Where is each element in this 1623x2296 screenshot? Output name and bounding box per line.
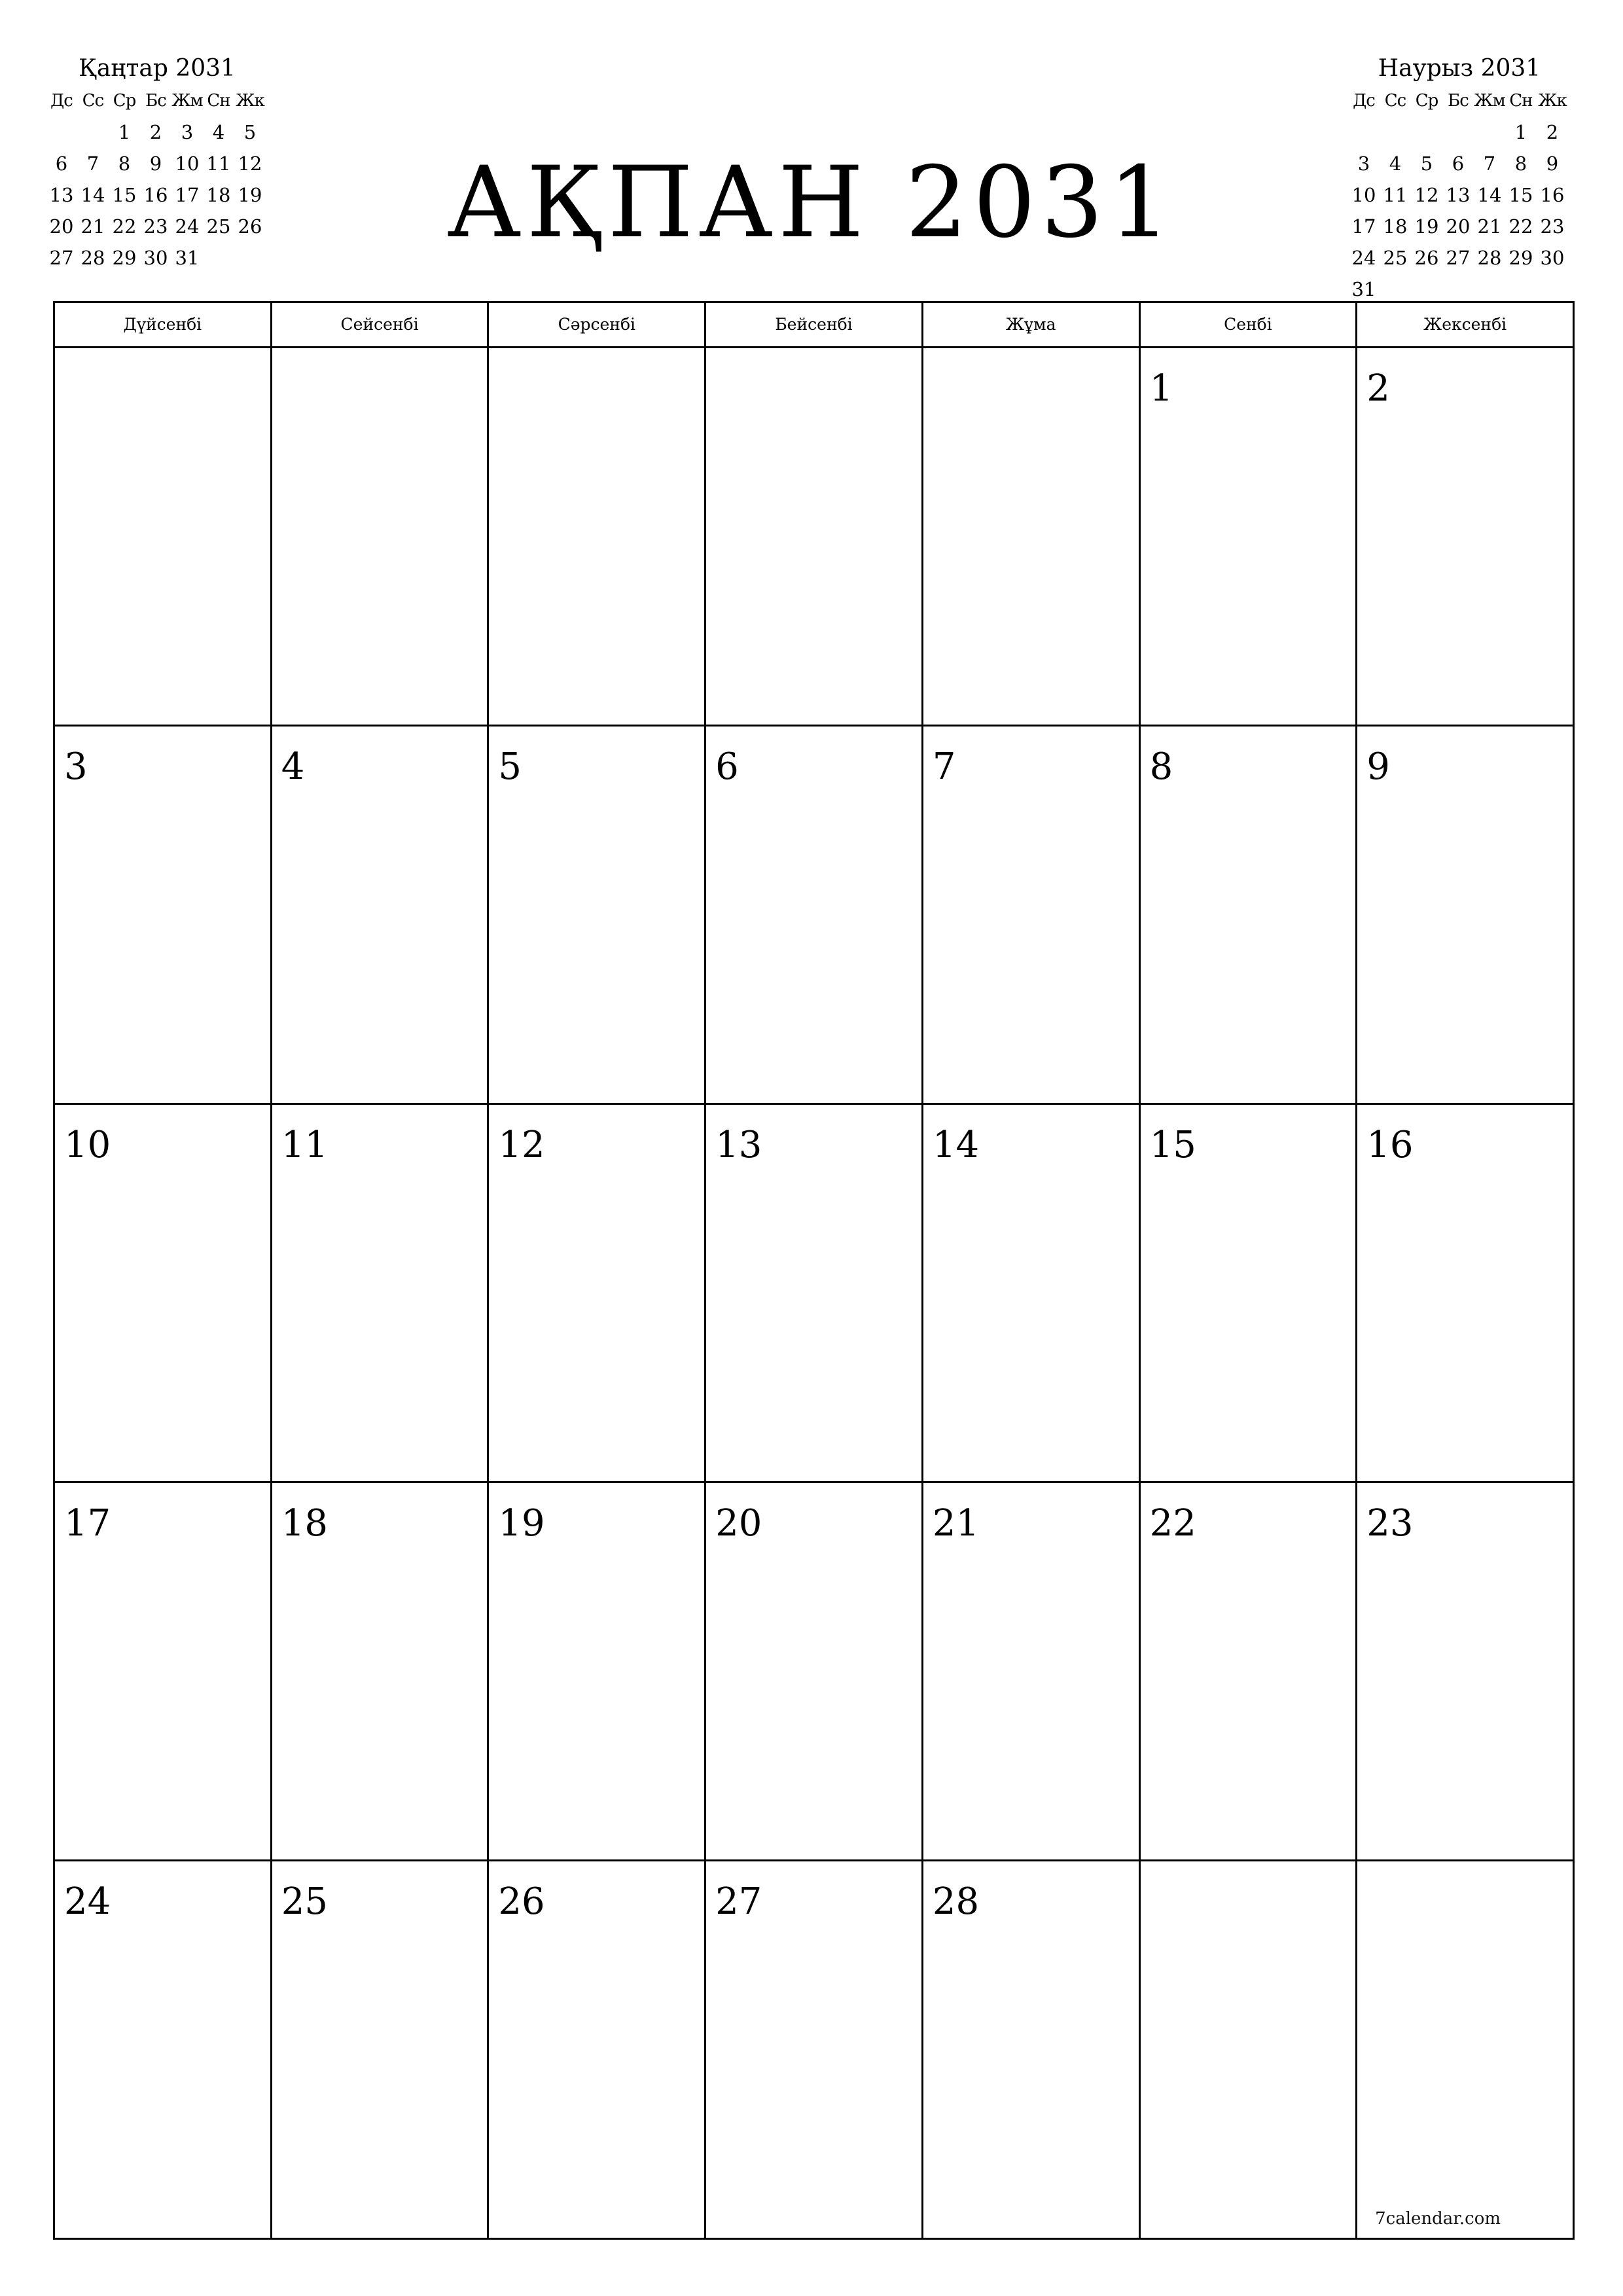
weekday-header: Жұма [923, 303, 1141, 348]
mini-day: 22 [1508, 215, 1533, 238]
mini-day: 10 [1351, 184, 1376, 206]
mini-calendar-next-month [1348, 52, 1571, 305]
day-cell [923, 348, 1141, 726]
mini-weekday: Ср [113, 91, 136, 111]
mini-day: 26 [238, 215, 262, 238]
day-cell [489, 348, 706, 726]
mini-day: 7 [86, 152, 99, 175]
day-number: 17 [64, 1502, 111, 1545]
mini-day: 9 [149, 152, 162, 175]
day-cell [55, 1483, 272, 1861]
mini-day: 6 [55, 152, 68, 175]
mini-day: 5 [243, 121, 257, 143]
mini-weekday: Ср [1415, 91, 1438, 111]
mini-day: 13 [49, 184, 74, 206]
day-number: 28 [932, 1880, 980, 1923]
mini-day: 12 [1414, 184, 1439, 206]
mini-calendar-title: Қаңтар 2031 [79, 55, 236, 82]
mini-day: 10 [175, 152, 200, 175]
day-cells [55, 348, 1575, 2240]
mini-day: 23 [143, 215, 168, 238]
mini-day: 3 [1357, 152, 1370, 175]
mini-day: 27 [49, 247, 74, 269]
mini-day: 17 [175, 184, 200, 206]
mini-day: 12 [238, 152, 262, 175]
mini-day: 27 [1446, 247, 1471, 269]
day-cell [272, 1105, 490, 1483]
mini-weekday: Сн [1509, 91, 1533, 111]
mini-day: 20 [1446, 215, 1471, 238]
mini-day: 9 [1546, 152, 1559, 175]
mini-weekday: Бс [1448, 91, 1469, 111]
day-cell [489, 1105, 706, 1483]
mini-day [46, 117, 77, 148]
mini-day: 8 [118, 152, 131, 175]
mini-day [1474, 117, 1505, 148]
mini-day: 19 [1414, 215, 1439, 238]
day-cell [1357, 1483, 1575, 1861]
mini-day: 16 [1540, 184, 1565, 206]
day-cell [923, 1483, 1141, 1861]
mini-day [1442, 117, 1474, 148]
mini-day: 1 [118, 121, 131, 143]
day-number: 3 [64, 745, 88, 788]
mini-weekday: Сн [207, 91, 230, 111]
day-number: 24 [64, 1880, 111, 1923]
day-cell [272, 348, 490, 726]
mini-day: 17 [1351, 215, 1376, 238]
day-number: 5 [498, 745, 522, 788]
day-cell [272, 1483, 490, 1861]
day-cell [1141, 1861, 1358, 2240]
weekday-header-row [55, 303, 1575, 348]
day-cell [706, 1861, 923, 2240]
mini-day: 22 [112, 215, 137, 238]
day-cell [1357, 348, 1575, 726]
mini-weekday: Жк [1538, 91, 1567, 111]
mini-weekday: Жм [171, 91, 203, 111]
mini-day [77, 117, 109, 148]
day-cell [706, 1105, 923, 1483]
mini-day [1442, 274, 1474, 305]
mini-day: 3 [181, 121, 194, 143]
day-cell [706, 348, 923, 726]
day-number: 6 [715, 745, 739, 788]
mini-calendar-grid [1348, 85, 1571, 305]
day-number: 2 [1366, 367, 1390, 410]
day-number: 11 [281, 1124, 328, 1166]
mini-day: 24 [1351, 247, 1376, 269]
mini-day: 18 [206, 184, 231, 206]
weekday-header: Жексенбі [1357, 303, 1575, 348]
day-cell [706, 1483, 923, 1861]
day-cell [706, 726, 923, 1105]
mini-weekday: Сс [82, 91, 104, 111]
mini-day: 29 [112, 247, 137, 269]
mini-day: 1 [1514, 121, 1527, 143]
day-cell [272, 726, 490, 1105]
mini-day [1411, 274, 1442, 305]
mini-day: 30 [1540, 247, 1565, 269]
mini-weekday: Дс [1353, 91, 1375, 111]
mini-day: 2 [1546, 121, 1559, 143]
day-cell [1141, 726, 1358, 1105]
mini-day [1411, 117, 1442, 148]
mini-weekday: Сс [1384, 91, 1406, 111]
day-number: 8 [1149, 745, 1173, 788]
mini-calendar-grid [46, 85, 268, 274]
day-number: 25 [281, 1880, 328, 1923]
mini-day: 23 [1540, 215, 1565, 238]
mini-weekday: Дс [50, 91, 73, 111]
weekday-header: Сәрсенбі [489, 303, 706, 348]
day-cell [1357, 1861, 1575, 2240]
mini-day [1380, 117, 1411, 148]
day-number: 16 [1366, 1124, 1414, 1166]
mini-day: 4 [1389, 152, 1402, 175]
mini-day [1537, 274, 1568, 305]
day-cell [923, 1861, 1141, 2240]
website-credit: 7calendar.com [1375, 2209, 1501, 2229]
day-cell [1141, 1105, 1358, 1483]
mini-day: 28 [80, 247, 105, 269]
mini-day: 11 [206, 152, 231, 175]
mini-day [234, 242, 266, 274]
mini-day: 24 [175, 215, 200, 238]
day-number: 18 [281, 1502, 328, 1545]
day-cell [55, 348, 272, 726]
mini-day: 30 [143, 247, 168, 269]
mini-day [1474, 274, 1505, 305]
day-cell [1141, 1483, 1358, 1861]
weekday-header: Сенбі [1141, 303, 1358, 348]
day-number: 9 [1366, 745, 1390, 788]
day-number: 20 [715, 1502, 762, 1545]
day-cell [923, 1105, 1141, 1483]
day-cell [55, 1861, 272, 2240]
day-cell [489, 726, 706, 1105]
day-number: 12 [498, 1124, 545, 1166]
mini-day: 18 [1383, 215, 1408, 238]
mini-calendar-previous-month [46, 52, 268, 274]
day-number: 4 [281, 745, 305, 788]
day-number: 19 [498, 1502, 545, 1545]
day-number: 7 [932, 745, 956, 788]
mini-day: 15 [112, 184, 137, 206]
mini-day: 5 [1420, 152, 1433, 175]
mini-day: 19 [238, 184, 262, 206]
day-number: 27 [715, 1880, 762, 1923]
day-number: 15 [1149, 1124, 1196, 1166]
mini-day: 2 [149, 121, 162, 143]
mini-day: 6 [1452, 152, 1465, 175]
weekday-header: Сейсенбі [272, 303, 490, 348]
day-cell [272, 1861, 490, 2240]
mini-day: 15 [1508, 184, 1533, 206]
day-cell [923, 726, 1141, 1105]
mini-day: 16 [143, 184, 168, 206]
day-number: 13 [715, 1124, 762, 1166]
day-cell [489, 1483, 706, 1861]
day-cell [1141, 348, 1358, 726]
month-grid [53, 301, 1575, 2240]
mini-day [1505, 274, 1537, 305]
day-number: 21 [932, 1502, 980, 1545]
day-cell [489, 1861, 706, 2240]
mini-day: 25 [1383, 247, 1408, 269]
mini-calendar-title: Наурыз 2031 [1378, 55, 1541, 82]
day-cell [1357, 1105, 1575, 1483]
mini-day [1380, 274, 1411, 305]
day-number: 1 [1149, 367, 1173, 410]
mini-day: 31 [1351, 278, 1376, 300]
page-title: АҚПАН 2031 [446, 146, 1177, 260]
mini-weekday: Жм [1474, 91, 1505, 111]
day-cell [1357, 726, 1575, 1105]
day-number: 26 [498, 1880, 545, 1923]
mini-day: 14 [80, 184, 105, 206]
day-number: 14 [932, 1124, 980, 1166]
mini-day: 26 [1414, 247, 1439, 269]
day-number: 10 [64, 1124, 111, 1166]
mini-day: 7 [1483, 152, 1496, 175]
mini-day: 4 [212, 121, 225, 143]
mini-day: 14 [1477, 184, 1502, 206]
day-cell [55, 726, 272, 1105]
mini-weekday: Бс [145, 91, 166, 111]
weekday-header: Дүйсенбі [55, 303, 272, 348]
day-number: 23 [1366, 1502, 1414, 1545]
mini-weekday: Жк [236, 91, 264, 111]
mini-day: 11 [1383, 184, 1408, 206]
mini-day: 31 [175, 247, 200, 269]
day-number: 22 [1149, 1502, 1196, 1545]
mini-day: 20 [49, 215, 74, 238]
day-cell [55, 1105, 272, 1483]
mini-day [1348, 117, 1380, 148]
mini-day: 21 [1477, 215, 1502, 238]
mini-day: 29 [1508, 247, 1533, 269]
mini-day: 21 [80, 215, 105, 238]
mini-day: 13 [1446, 184, 1471, 206]
weekday-header: Бейсенбі [706, 303, 923, 348]
mini-day: 28 [1477, 247, 1502, 269]
mini-day [203, 242, 234, 274]
mini-day: 25 [206, 215, 231, 238]
mini-day: 8 [1514, 152, 1527, 175]
